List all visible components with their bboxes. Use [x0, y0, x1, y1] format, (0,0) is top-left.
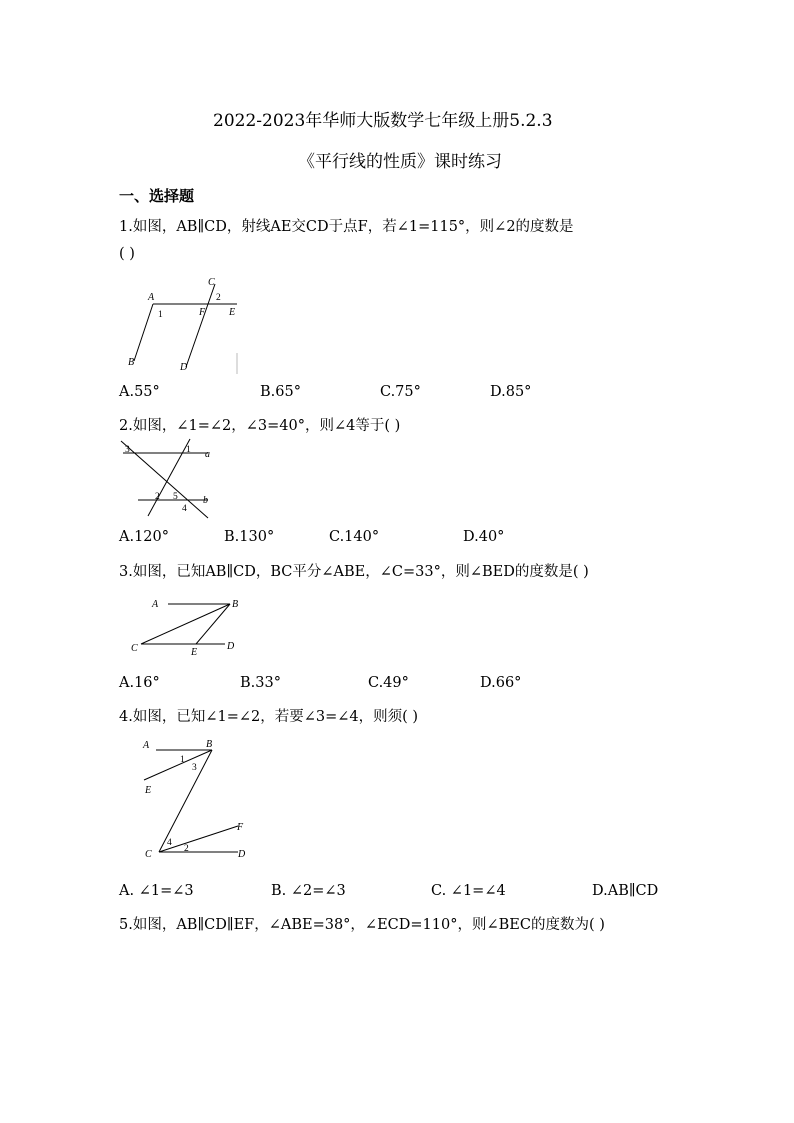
label-2: 2: [184, 844, 189, 854]
question-4-option-d: D.AB∥CD: [592, 883, 659, 899]
question-4-figure: [140, 736, 255, 864]
question-5-text: 5.如图，AB∥CD∥EF，∠ABE=38°，∠ECD=110°，则∠BEC的度数为( ): [119, 917, 605, 933]
question-4-option-b: B. ∠2=∠3: [271, 883, 346, 899]
question-2-option-b: B.130°: [224, 529, 275, 545]
label-e: E: [191, 647, 198, 658]
question-3-option-d: D.66°: [480, 675, 522, 691]
question-2-option-a: A.120°: [119, 529, 170, 545]
question-2-option-c: C.140°: [329, 529, 380, 545]
label-e: E: [145, 785, 152, 796]
label-1: 1: [158, 310, 163, 320]
label-e: E: [229, 307, 236, 318]
label-d: D: [227, 641, 235, 652]
label-b: B: [206, 739, 213, 750]
label-c: C: [131, 643, 138, 654]
question-3-figure: [128, 596, 248, 658]
question-1-figure: [120, 275, 245, 375]
label-1: 1: [186, 445, 191, 455]
question-2-text: 2.如图，∠1=∠2，∠3=40°，则∠4等于( ): [119, 418, 401, 434]
document-title-line2: 《平行线的性质》课时练习: [298, 152, 502, 172]
line-ab: [134, 304, 153, 361]
line-be: [144, 750, 212, 780]
label-d: D: [238, 849, 246, 860]
label-3: 3: [192, 763, 197, 773]
label-b: b: [203, 495, 208, 506]
label-2: 2: [216, 293, 221, 303]
label-c: C: [145, 849, 152, 860]
label-5: 5: [173, 492, 178, 502]
question-3-option-a: A.16°: [119, 675, 160, 691]
question-4-option-a: A. ∠1=∠3: [119, 883, 194, 899]
label-4: 4: [182, 504, 187, 514]
question-4-text: 4.如图，已知∠1=∠2，若要∠3=∠4，则须( ): [119, 709, 419, 725]
label-4: 4: [167, 838, 172, 848]
label-d: D: [180, 362, 188, 373]
label-f: F: [237, 822, 244, 833]
line-cd: [186, 284, 215, 367]
label-b: B: [232, 599, 239, 610]
segment-bc: [141, 604, 230, 644]
question-2-option-d: D.40°: [463, 529, 505, 545]
question-1-blank: ( ): [119, 246, 135, 262]
question-1-option-a: A.55°: [119, 384, 160, 400]
question-3-option-c: C.49°: [368, 675, 409, 691]
question-3-option-b: B.33°: [240, 675, 281, 691]
label-a: A: [143, 740, 150, 751]
question-1-text: 1.如图，AB∥CD，射线AE交CD于点F，若∠1=115°，则∠2的度数是: [119, 219, 574, 235]
document-title-line1: 2022-2023年华师大版数学七年级上册5.2.3: [213, 111, 553, 131]
question-1-option-b: B.65°: [260, 384, 301, 400]
label-1: 1: [180, 755, 185, 765]
section-heading: 一、选择题: [119, 187, 195, 205]
label-b: B: [128, 357, 135, 368]
segment-be: [196, 604, 230, 644]
question-2-figure: [118, 438, 218, 523]
label-a: A: [152, 599, 159, 610]
label-3: 3: [125, 445, 130, 455]
question-4-option-c: C. ∠1=∠4: [431, 883, 506, 899]
label-2: 2: [155, 492, 160, 502]
label-c: C: [208, 277, 215, 288]
label-f: F: [199, 307, 206, 318]
question-3-text: 3.如图，已知AB∥CD，BC平分∠ABE，∠C=33°，则∠BED的度数是( ): [119, 564, 589, 580]
label-a: A: [148, 292, 155, 303]
label-a: a: [205, 449, 210, 460]
question-1-option-c: C.75°: [380, 384, 421, 400]
question-1-option-d: D.85°: [490, 384, 532, 400]
